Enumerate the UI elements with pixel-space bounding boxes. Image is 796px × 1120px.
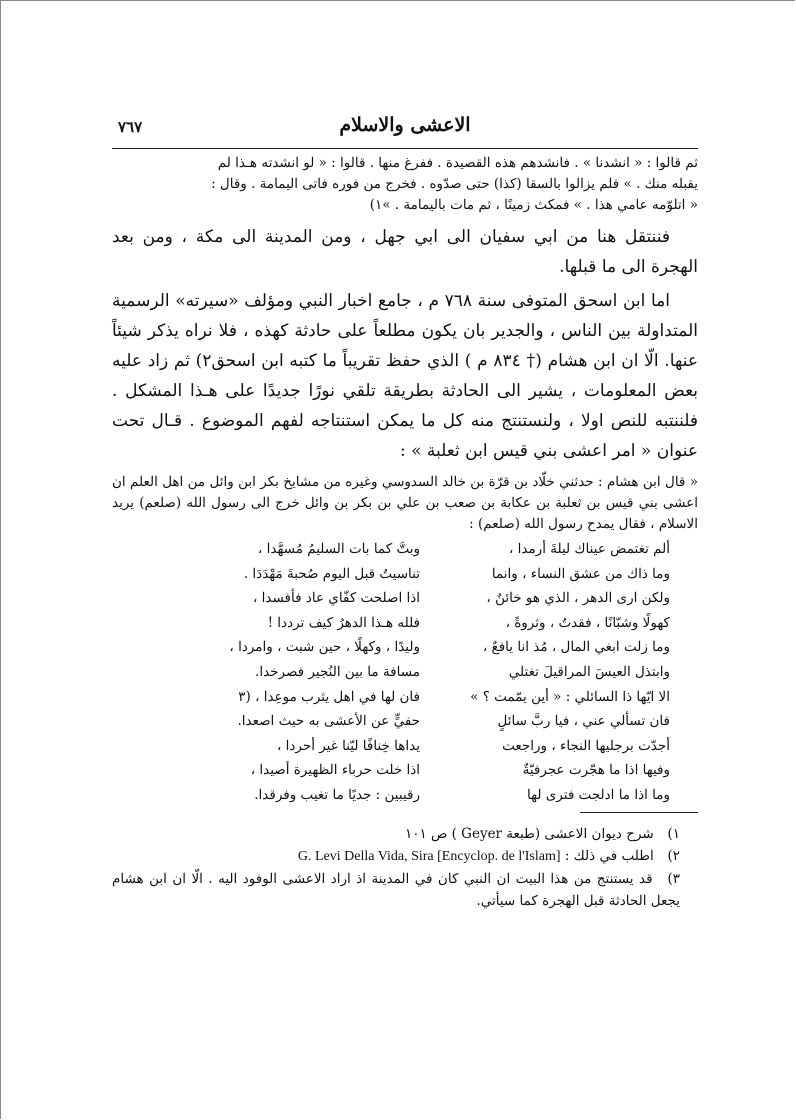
footnote-rule xyxy=(580,812,698,813)
poem-verse xyxy=(112,611,698,636)
hemistich-second: حفيٍّ عن الأعشى به حيث اصعدا. xyxy=(237,713,420,730)
hemistich-second: فان لها في اهل يثرب موعِدا ، (٣ xyxy=(238,688,420,705)
hemistich-second: تناسيتُ قبل اليوم صُحبةَ مَهْدَدَا . xyxy=(243,565,420,582)
poem-verse xyxy=(112,758,698,783)
poem-verse xyxy=(112,660,698,685)
footnotes xyxy=(112,823,698,912)
poem-verse xyxy=(112,783,698,808)
footnote xyxy=(112,823,698,845)
poem-verse xyxy=(112,635,698,660)
footnote-number: ١) xyxy=(667,825,680,842)
poem xyxy=(112,537,698,808)
hemistich-first: وما زلت ابغي المال ، مُذ انا يافعٌ ، xyxy=(482,639,670,656)
hemistich-first: الا ايّها ذا السائلي : « أين يمّمت ؟ » xyxy=(470,688,670,705)
quote-line: يقبله منك . » فلم يزالوا بالسقا (كذا) حتى صدّوه . فخرج من فوره فاتى اليمامة . وقال : xyxy=(211,176,698,192)
footnote-text: شرح ديوان الاعشى (طبعة Geyer ) ص ١٠١ xyxy=(404,825,654,842)
hemistich-second: وليدًا ، وكهلًا ، حين شبت ، وامردا ، xyxy=(229,639,420,656)
hemistich-second: رقيبين : جديًا ما تغيب وفرقدا. xyxy=(254,786,420,803)
hemistich-second: اذا اصلحت كفّاي عاد فأفسدا ، xyxy=(253,590,420,607)
paragraph: فننتقل هنا من ابي سفيان الى ابي جهل ، ومن المدينة الى مكة ، ومن بعد الهجرة الى ما قبلها. xyxy=(112,227,698,277)
hemistich-first: وما اذا ما ادلجت فترى لها xyxy=(526,786,670,803)
footnote xyxy=(112,868,698,912)
poem-verse xyxy=(112,537,698,562)
quote-top xyxy=(112,153,698,216)
hemistich-second: وبتَّ كما بات السليمُ مُسهَّدا ، xyxy=(257,541,420,557)
hemistich-second: اذا خلت حرباء الظهيرة أصيدا ، xyxy=(250,762,420,779)
page-number: ٧٦٧ xyxy=(118,118,143,136)
footnote-number: ٣) xyxy=(667,870,681,887)
hemistich-second: مسافة ما بين النُجير فصرخدا. xyxy=(255,663,420,680)
poem-verse xyxy=(112,685,698,710)
hemistich-second: فلله هـذا الدهرُ كيف ترددا ! xyxy=(267,614,420,631)
hemistich-first: وما ذاك من عشق النساء ، وانما xyxy=(491,565,670,582)
poem-verse xyxy=(112,709,698,734)
footnote-text: قد يستنتج من هذا البيت ان النبي كان في المدينة اذ اراد الاعشى الوفود اليه . الّا ان ابن هشام يجعل الحادثة قبل الهجرة كما سيأتي. xyxy=(112,870,680,909)
quote-ibn-hisham: « قال ابن هشام : حدثني خلّاد بن قرّة بن خالد السدوسي وغيره من مشايخ بكر ابن وائل من اهل العلم ان اعشى بني قيس بن ثعلبة بن عكابة بن صعب بن علي بن بكر بن وائل خرج الى رسول الله (صلعم) يريد الاسلام ، فقال يمدح رسول الله (صلعم) : xyxy=(112,474,698,532)
hemistich-first: وابتذل العيسَ المراقيلَ تغتلي xyxy=(508,663,670,680)
footnote-number: ٢) xyxy=(667,847,680,864)
poem-verse xyxy=(112,562,698,587)
hemistich-first: ألم تغتمض عيناك ليلةَ أرمدا ، xyxy=(508,541,670,557)
hemistich-second: يداها خِنافًا ليّنا غير أحردا ، xyxy=(276,737,420,754)
poem-verse xyxy=(112,734,698,759)
paragraph: اما ابن اسحق المتوفى سنة ٧٦٨ م ، جامع اخبار النبي ومؤلف «سيرته» الرسمية المتداولة بين الناس ، والجدير بان يكون مطلعاً على حادثة كهذه ، فلا نراه يذكر شيئاً عنها. الّا ان ابن هشام († ٨٣٤ م ) الذي حفظ تقريباً ما كتبه ابن اسحق٢) ثم زاد عليه بعض المعلومات ، يشير الى الحادثة بطريقة تلقي نورًا جديدًا على هـذا المشكل . فلننتبه للنص اولا ، ولنستنتج منه كل ما يمكن استنتاجه لفهم الموضوع . قـال تحت عنوان « امر اعشى بني قيس ابن ثعلبة » : xyxy=(112,291,698,461)
running-title: الاعشى والاسلام xyxy=(339,114,471,136)
hemistich-first: وفيها اذا ما هجّرت عجرفيّةٌ xyxy=(522,762,670,779)
footnote-text: اطلب في ذلك : xyxy=(564,847,654,864)
hemistich-first: أجدّت برجليها النجاء ، وراجعت xyxy=(502,737,670,754)
footnote xyxy=(112,845,698,868)
quote-line: « اتلوّمه عامي هذا . » فمكث زمينًا ، ثم مات باليمامة . »١) xyxy=(369,197,698,213)
hemistich-first: ولكن ارى الدهر ، الذي هو خائنٌ ، xyxy=(486,590,670,607)
document-page xyxy=(112,112,698,912)
hemistich-first: فان تسألي عني ، فيا ربَّ سائلٍ xyxy=(497,713,670,730)
footnote-citation: G. Levi Della Vida, Sira [Encyclop. de l'Islam] xyxy=(297,848,561,864)
poem-verse xyxy=(112,586,698,611)
running-header xyxy=(112,112,698,149)
hemistich-first: كهولًا وشبّانًا ، فقدتُ ، وثروةً ، xyxy=(505,614,670,631)
quote-line: ثم قالوا : « انشدنا » . فانشدهم هذه القصيدة . ففرغ منها . قالوا : « لو انشدته هـذا لم xyxy=(217,155,698,171)
